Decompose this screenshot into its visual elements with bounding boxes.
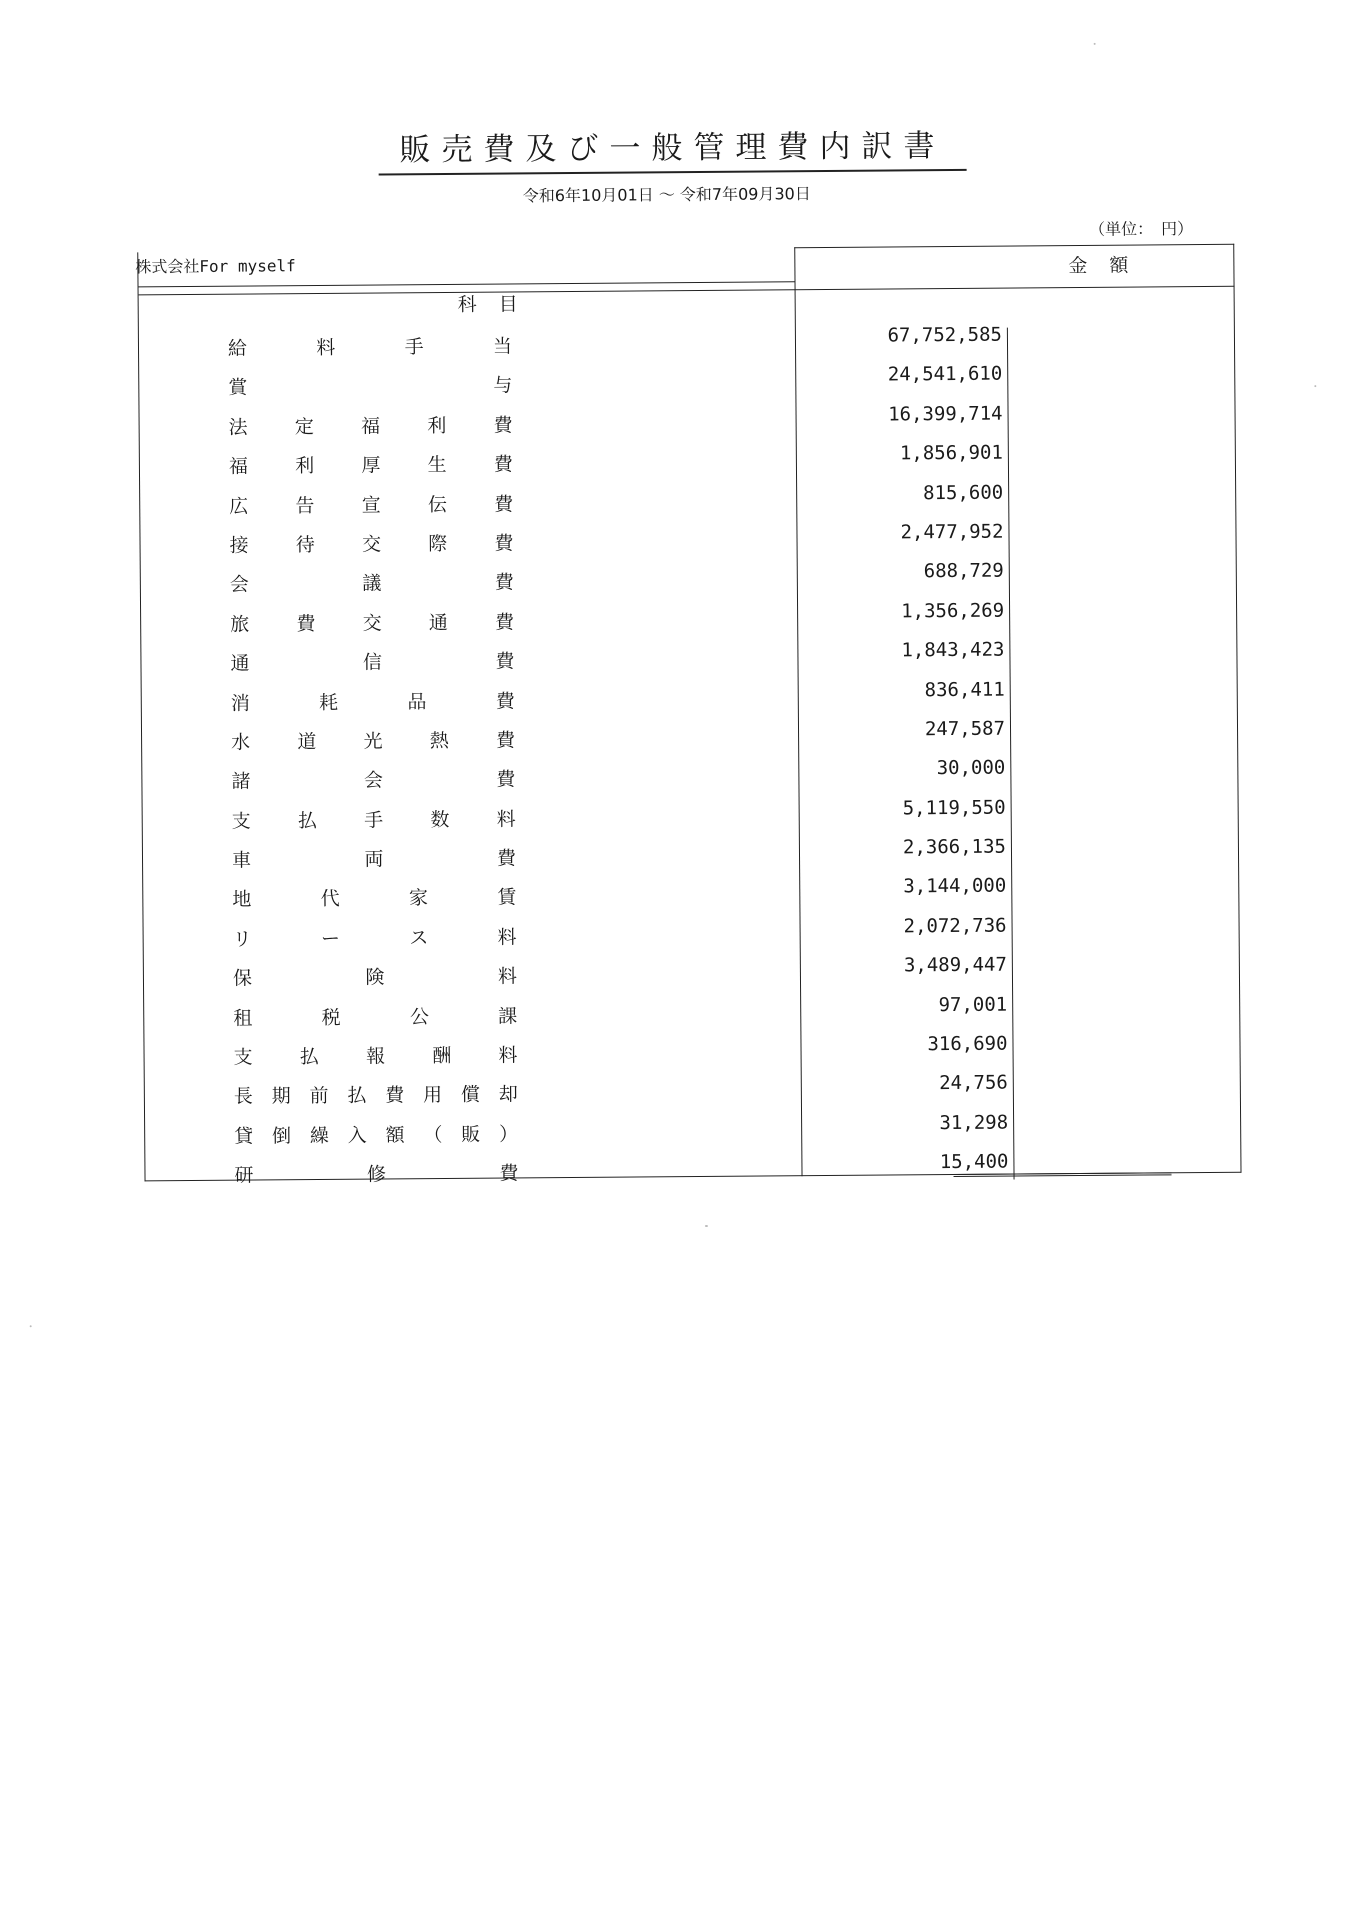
expense-label: 車 両 費 bbox=[231, 847, 517, 872]
expense-label: 支 払 報 酬 料 bbox=[233, 1044, 518, 1069]
expense-amount: 2,366,135 bbox=[902, 835, 1007, 859]
expense-label: リ ー ス 料 bbox=[232, 926, 517, 951]
expense-label: 消 耗 品 費 bbox=[230, 689, 515, 715]
expense-label: 給 料 手 当 bbox=[227, 335, 513, 360]
expense-label: 旅 費 交 通 費 bbox=[230, 611, 515, 636]
expense-amount: 3,489,447 bbox=[903, 953, 1007, 977]
expense-amount: 15,400 bbox=[939, 1150, 1009, 1174]
expense-amount: 1,856,901 bbox=[899, 441, 1003, 465]
expense-label: 貸 倒 繰 入 額 （ 販 ） bbox=[234, 1123, 519, 1148]
expense-amount: 247,587 bbox=[924, 717, 1006, 741]
expense-label: 広 告 宣 伝 費 bbox=[229, 493, 514, 518]
scan-speck bbox=[30, 1325, 32, 1327]
expense-amount: 2,072,736 bbox=[903, 914, 1007, 938]
expense-amount: 30,000 bbox=[936, 756, 1006, 780]
expense-rows bbox=[138, 323, 1045, 1201]
expense-label: 保 険 料 bbox=[232, 965, 518, 990]
company-name: 株式会社For myself bbox=[135, 256, 296, 277]
expense-amount: 2,477,952 bbox=[900, 520, 1004, 544]
expense-amount: 1,843,423 bbox=[901, 638, 1005, 662]
expense-label: 支 払 手 数 料 bbox=[231, 808, 516, 833]
expense-amount: 316,690 bbox=[927, 1032, 1008, 1056]
expense-label: 福 利 厚 生 費 bbox=[228, 453, 513, 478]
expense-amount: 1,356,269 bbox=[901, 599, 1005, 623]
scan-speck bbox=[705, 1225, 708, 1227]
amount-column-header: 金額 bbox=[1068, 254, 1151, 278]
table-row bbox=[144, 1150, 1044, 1201]
expense-label: 会 議 費 bbox=[229, 571, 514, 597]
scan-speck bbox=[1314, 385, 1316, 387]
expense-amount: 815,600 bbox=[923, 481, 1004, 504]
expense-label: 通 信 費 bbox=[230, 650, 515, 675]
expense-amount: 97,001 bbox=[938, 993, 1008, 1016]
expense-amount: 5,119,550 bbox=[902, 796, 1006, 820]
document-title: 販売費及び一般管理費内訳書 bbox=[378, 120, 966, 176]
expense-amount: 24,541,610 bbox=[887, 363, 1003, 386]
expense-label: 賞 与 bbox=[228, 374, 513, 400]
expense-amount: 67,752,585 bbox=[887, 323, 1003, 347]
expense-label: 接 待 交 際 費 bbox=[229, 532, 514, 557]
expense-label: 法 定 福 利 費 bbox=[228, 414, 513, 439]
fiscal-period: 令和6年10月01日 ～ 令和7年09月30日 bbox=[522, 184, 811, 206]
expense-label: 水 道 光 熱 費 bbox=[231, 729, 516, 754]
scan-speck bbox=[1094, 43, 1096, 45]
expense-amount: 31,298 bbox=[939, 1111, 1009, 1134]
expense-label: 諸 会 費 bbox=[231, 768, 516, 793]
expense-amount: 836,411 bbox=[924, 678, 1005, 701]
expense-label: 租 税 公 課 bbox=[233, 1005, 518, 1030]
expense-label: 研 修 費 bbox=[234, 1162, 519, 1187]
expense-label: 長 期 前 払 費 用 償 却 bbox=[233, 1083, 518, 1109]
subject-column-header: 科目 bbox=[457, 293, 540, 316]
expense-amount: 16,399,714 bbox=[888, 402, 1003, 426]
expense-label: 地 代 家 賃 bbox=[232, 886, 517, 912]
expense-amount: 688,729 bbox=[923, 559, 1004, 583]
expense-amount: 24,756 bbox=[939, 1072, 1008, 1095]
expense-amount: 3,144,000 bbox=[903, 875, 1007, 898]
unit-label: （単位： 円） bbox=[1089, 219, 1194, 239]
